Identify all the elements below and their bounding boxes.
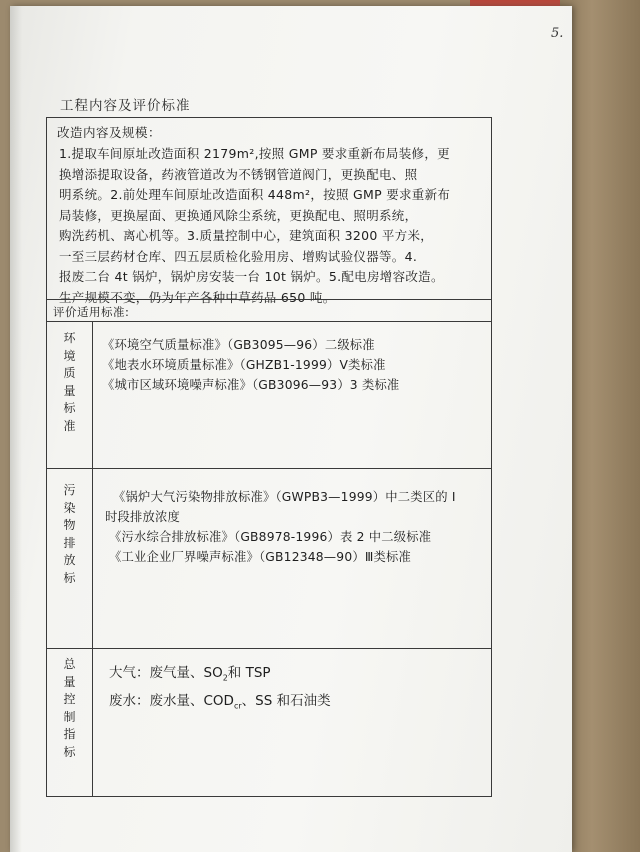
label-char: 质 xyxy=(63,366,76,380)
air-control-line xyxy=(109,662,331,690)
environmental-quality-standards xyxy=(102,335,399,395)
label-char: 控 xyxy=(63,692,76,706)
standard-line: 《锅炉大气污染物排放标准》（GWPB3—1999）中二类区的 I xyxy=(113,490,456,504)
scope-line: 明系统。2.前处理车间原址改造面积 448m²，按照 GMP 要求重新布 xyxy=(59,187,451,202)
standard-line: 时段排放浓度 xyxy=(105,510,180,524)
scope-line: 一至三层药材仓库、四五层质检化验用房、增购试验仪器等。4. xyxy=(59,248,418,264)
water-control-prefix: 废水：废水量、COD xyxy=(109,692,234,709)
air-control-subscript: 2 xyxy=(222,673,228,683)
scope-line: 报废二台 4t 锅炉，锅炉房安装一台 10t 锅炉。5.配电房增容改造。 xyxy=(59,269,444,284)
pollutant-emission-label xyxy=(47,482,92,587)
pollutant-emission-standards xyxy=(105,487,456,567)
water-control-suffix: 、SS 和石油类 xyxy=(241,692,331,709)
scope-line: 换增添提取设备，药液管道改为不锈钢管道阀门，更换配电、照 xyxy=(59,166,418,182)
page-number: 5. xyxy=(551,26,564,41)
label-char: 环 xyxy=(63,331,76,345)
row-divider xyxy=(47,321,491,322)
label-char: 标 xyxy=(63,401,76,415)
applicable-standards-label: 评价适用标准: xyxy=(53,305,130,319)
standard-line: 《地表水环境质量标准》（GHZB1-1999）Ⅴ类标准 xyxy=(102,358,386,372)
page-title: 工程内容及评价标准 xyxy=(60,98,191,114)
total-control-label xyxy=(47,656,92,761)
label-char: 放 xyxy=(63,553,76,567)
scope-body xyxy=(59,144,489,308)
label-char: 物 xyxy=(63,518,76,532)
label-char: 标 xyxy=(63,570,76,585)
scope-line: 购洗药机、离心机等。3.质量控制中心，建筑面积 3200 平方米， xyxy=(59,228,434,243)
standard-line: 《城市区域环境噪声标准》（GB3096—93）3 类标准 xyxy=(102,378,400,392)
scope-line: 1.提取车间原址改造面积 2179m²,按照 GMP 要求重新布局装修，更 xyxy=(59,146,450,161)
background-wood-surface xyxy=(560,0,640,852)
label-char: 污 xyxy=(63,483,76,497)
scope-line: 生产规模不变，仍为年产各种中草药品 650 吨。 xyxy=(59,289,336,305)
row-divider xyxy=(47,299,491,300)
column-divider xyxy=(92,321,93,796)
label-char: 境 xyxy=(63,348,76,363)
water-control-line xyxy=(109,690,331,718)
standards-form-table xyxy=(46,117,492,797)
label-char: 标 xyxy=(63,744,76,759)
air-control-prefix: 大气：废气量、SO xyxy=(109,665,223,681)
row-divider xyxy=(47,468,491,469)
row-divider xyxy=(47,648,491,649)
label-char: 量 xyxy=(63,383,76,398)
total-control-targets xyxy=(109,662,331,717)
label-char: 总 xyxy=(63,657,76,671)
label-char: 准 xyxy=(63,418,76,433)
label-char: 制 xyxy=(63,709,76,724)
label-char: 量 xyxy=(63,674,76,689)
standard-line: 《污水综合排放标准》（GB8978-1996）表 2 中二级标准 xyxy=(109,530,432,544)
scope-line: 局装修，更换屋面、更换通风除尘系统，更换配电、照明系统， xyxy=(59,207,418,223)
scope-label: 改造内容及规模： xyxy=(57,125,162,140)
page-binding-shadow xyxy=(10,6,22,852)
label-char: 染 xyxy=(63,500,76,515)
water-control-subscript: cr xyxy=(233,701,242,711)
air-control-suffix: 和 TSP xyxy=(227,665,271,681)
standard-line: 《工业企业厂界噪声标准》（GB12348—90）Ⅲ类标准 xyxy=(109,550,412,564)
environmental-quality-label xyxy=(47,330,92,435)
label-char: 排 xyxy=(63,535,76,550)
label-char: 指 xyxy=(63,727,76,741)
standard-line: 《环境空气质量标准》（GB3095—96）二级标准 xyxy=(102,338,375,352)
